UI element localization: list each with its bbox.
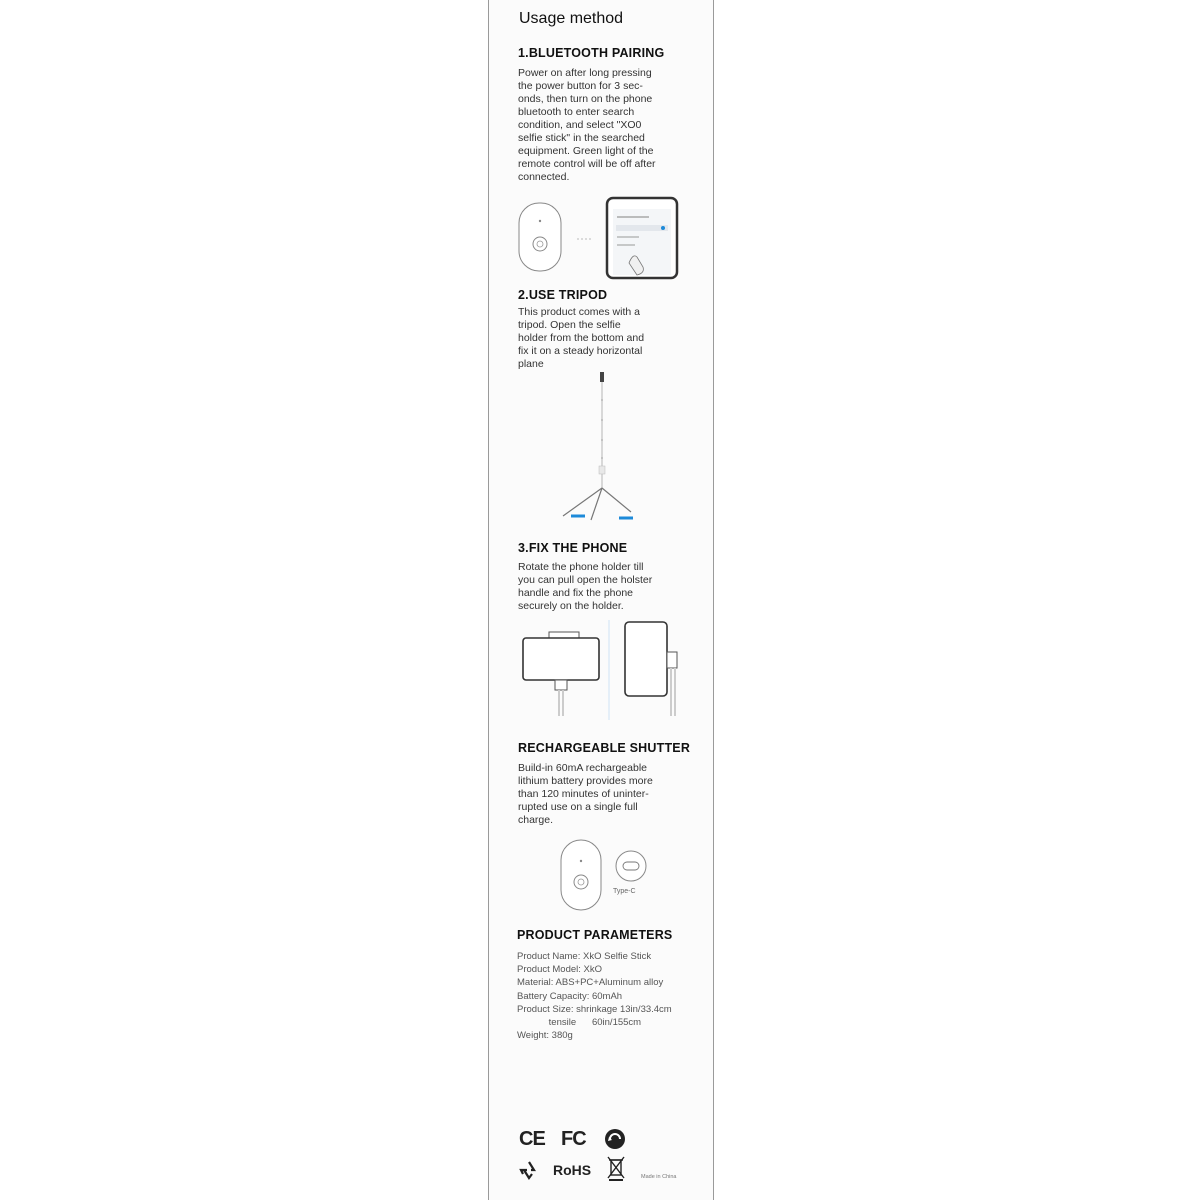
type-c-label: Type-C	[613, 888, 636, 895]
section-text-bluetooth: Power on after long pressing the power button for 3 sec- onds, then turn on the phone bluetooth to enter search condition, and select "XO0 selfie stick" in the searched equipment. Green light of the remote control will be off after connected.	[518, 67, 656, 183]
usb-port-icon	[616, 851, 646, 881]
section-heading-fix-phone: 3.FIX THE PHONE	[518, 541, 628, 555]
weee-bin-icon	[606, 1156, 626, 1182]
param-line: Product Name: XkO Selfie Stick	[517, 951, 652, 962]
fc-mark: FC	[561, 1128, 586, 1150]
tripod-illustration	[489, 370, 715, 530]
param-line: Weight: 380g	[517, 1030, 573, 1042]
section-heading-bluetooth: 1.BLUETOOTH PAIRING	[518, 46, 665, 60]
section-heading-tripod: 2.USE TRIPOD	[518, 288, 608, 302]
landscape-phone-icon	[523, 638, 599, 680]
section-text-rechargeable: Build-in 60mA rechargeable lithium battery provides more than 120 minutes of uninter- rupted use on a single full charge.	[518, 762, 653, 826]
param-line: Material: ABS+PC+Aluminum alloy	[517, 977, 664, 989]
recycle-e-icon	[603, 1127, 627, 1151]
bluetooth-pairing-illustration	[489, 195, 715, 285]
section-heading-rechargeable: RECHARGEABLE SHUTTER	[518, 741, 691, 755]
portrait-phone-icon	[625, 622, 667, 696]
param-line: tensile 60in/155cm	[517, 1017, 642, 1029]
ce-mark: CE	[519, 1128, 545, 1150]
shutter-illustration	[489, 836, 715, 916]
phone-holder-illustration	[489, 620, 715, 720]
section-text-fix-phone: Rotate the phone holder till you can pull open the holster handle and fix the phone securely on the holder.	[518, 561, 653, 612]
param-line: Product Size: shrinkage 13in/33.4cm	[517, 1003, 672, 1015]
rohs-mark: RoHS	[553, 1162, 592, 1178]
parameters-list	[517, 950, 672, 1042]
section-heading-parameters: PRODUCT PARAMETERS	[517, 928, 673, 942]
param-line: Battery Capacity: 60mAh	[517, 990, 623, 1002]
instruction-panel	[488, 0, 714, 1200]
param-line: Product Model: XkO	[517, 964, 603, 976]
section-text-tripod: This product comes with a tripod. Open the selfie holder from the bottom and fix it on a steady horizontal plane	[518, 306, 645, 370]
recycle-icon	[519, 1160, 539, 1180]
page-title: Usage method	[519, 10, 624, 27]
made-in-label: Made in China	[641, 1174, 677, 1180]
